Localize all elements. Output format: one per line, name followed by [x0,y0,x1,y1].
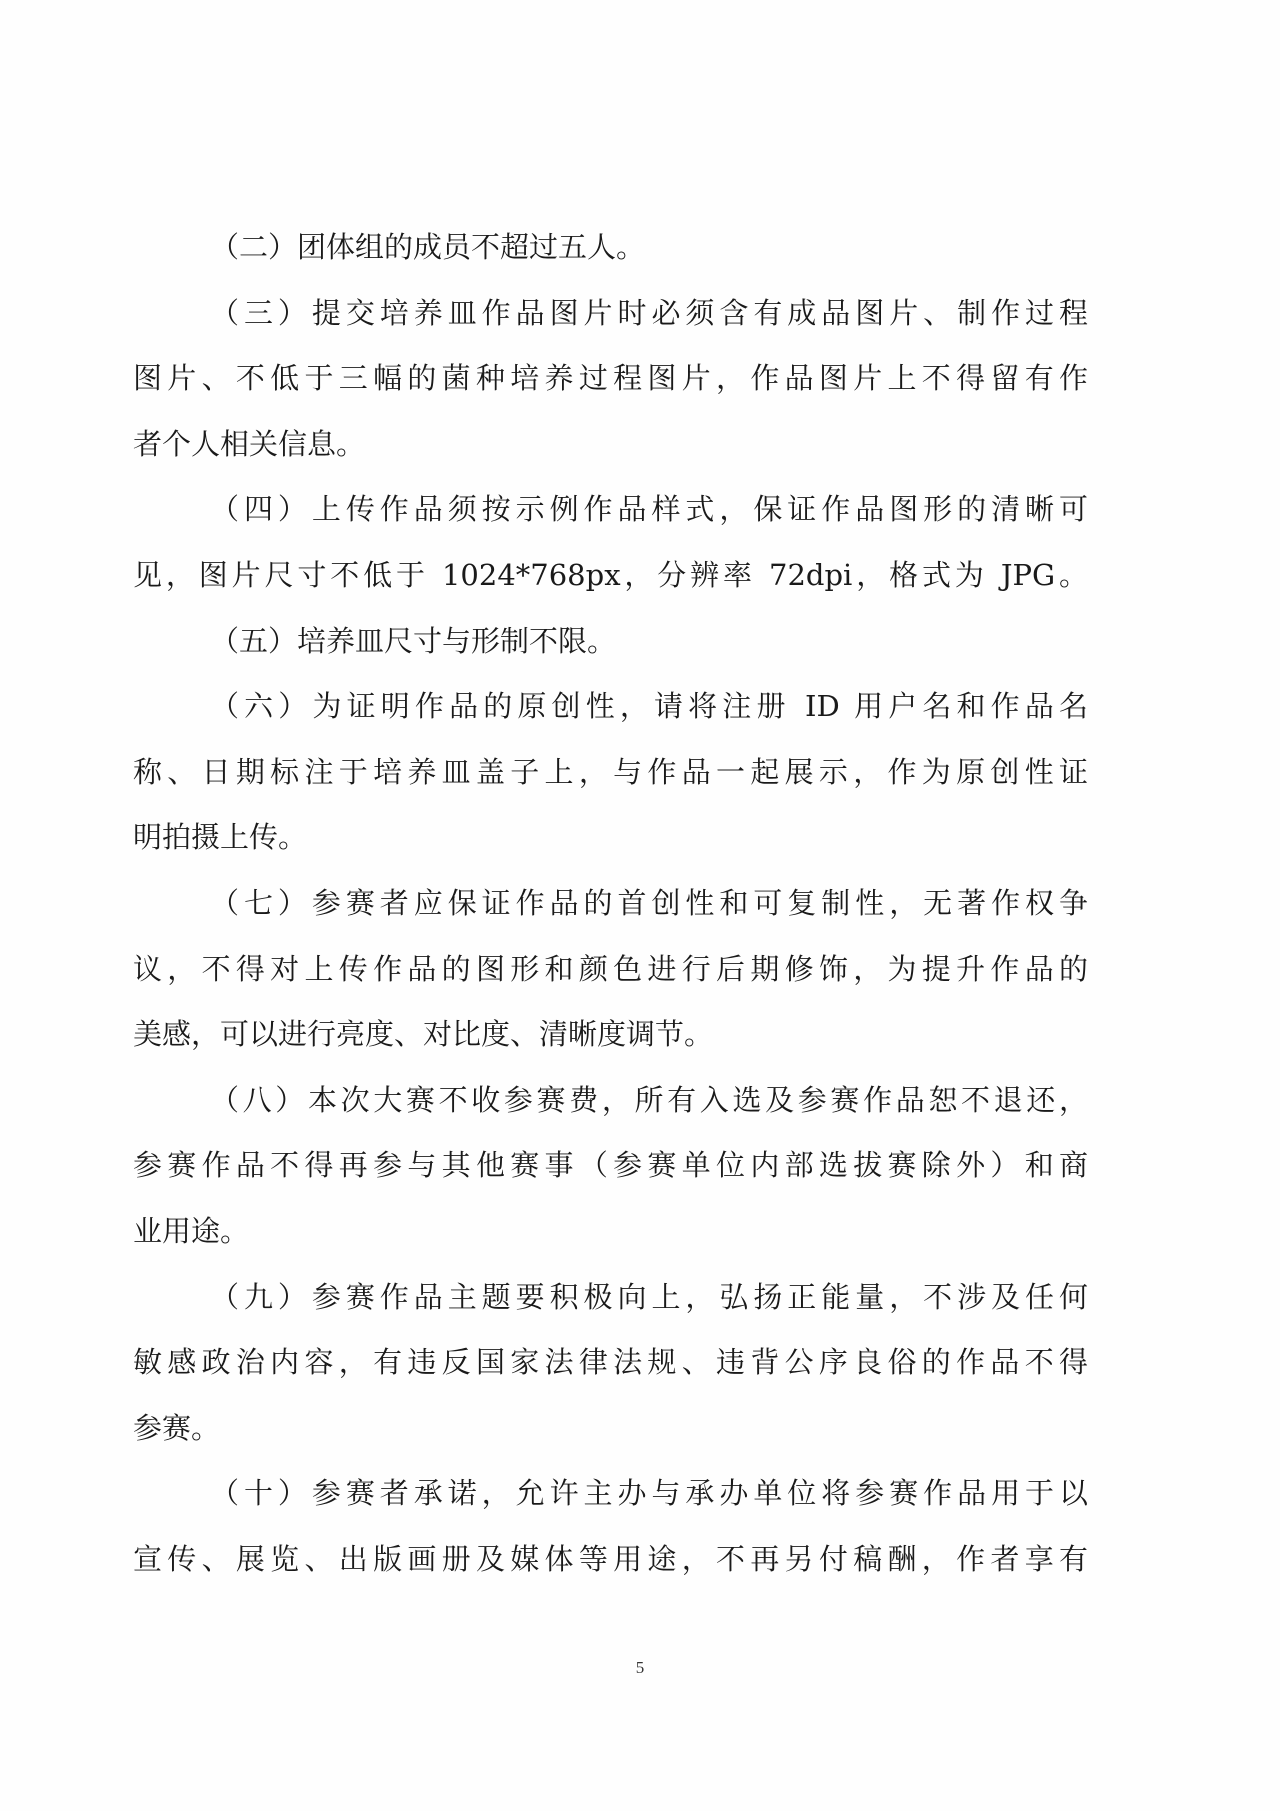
text-line: 业用途。 [133,1213,250,1248]
text-line: 敏感政治内容，有违反国家法律法规、违背公序良俗的作品不得 [133,1345,1088,1380]
text-line: 美感，可以进行亮度、对比度、清晰度调节。 [133,1017,714,1052]
text-line: （十）参赛者承诺，允许主办与承办单位将参赛作品用于以 [210,1476,1088,1511]
text-line: 参赛。 [133,1410,221,1445]
text-line: （七）参赛者应保证作品的首创性和可复制性，无著作权争 [210,885,1088,920]
text-line: （九）参赛作品主题要积极向上，弘扬正能量，不涉及任何 [210,1279,1088,1314]
page-number: 5 [635,1658,645,1677]
text-line: 宣传、展览、出版画册及媒体等用途，不再另付稿酬，作者享有 [133,1541,1088,1576]
text-line: （八）本次大赛不收参赛费，所有入选及参赛作品恕不退还， [210,1082,1088,1117]
text-line: 称、日期标注于培养皿盖子上，与作品一起展示，作为原创性证 [133,754,1088,789]
text-line: （五）培养皿尺寸与形制不限。 [210,623,617,658]
text-line: （二）团体组的成员不超过五人。 [210,230,646,264]
text-line: （六）为证明作品的原创性，请将注册 ID 用户名和作品名 [210,689,1088,724]
text-line: 明拍摄上传。 [133,820,308,855]
text-line: 参赛作品不得再参与其他赛事（参赛单位内部选拔赛除外）和商 [133,1148,1088,1183]
text-line: 图片、不低于三幅的菌种培养过程图片，作品图片上不得留有作 [133,361,1088,396]
text-line: 者个人相关信息。 [133,426,366,461]
document-body [133,215,1088,1592]
text-line: （四）上传作品须按示例作品样式，保证作品图形的清晰可 [210,492,1088,527]
text-line: （三）提交培养皿作品图片时必须含有成品图片、制作过程 [210,295,1088,330]
text-line: 见，图片尺寸不低于 1024*768px，分辨率 72dpi，格式为 JPG。 [133,557,1088,592]
text-line: 议，不得对上传作品的图形和颜色进行后期修饰，为提升作品的 [133,951,1088,986]
